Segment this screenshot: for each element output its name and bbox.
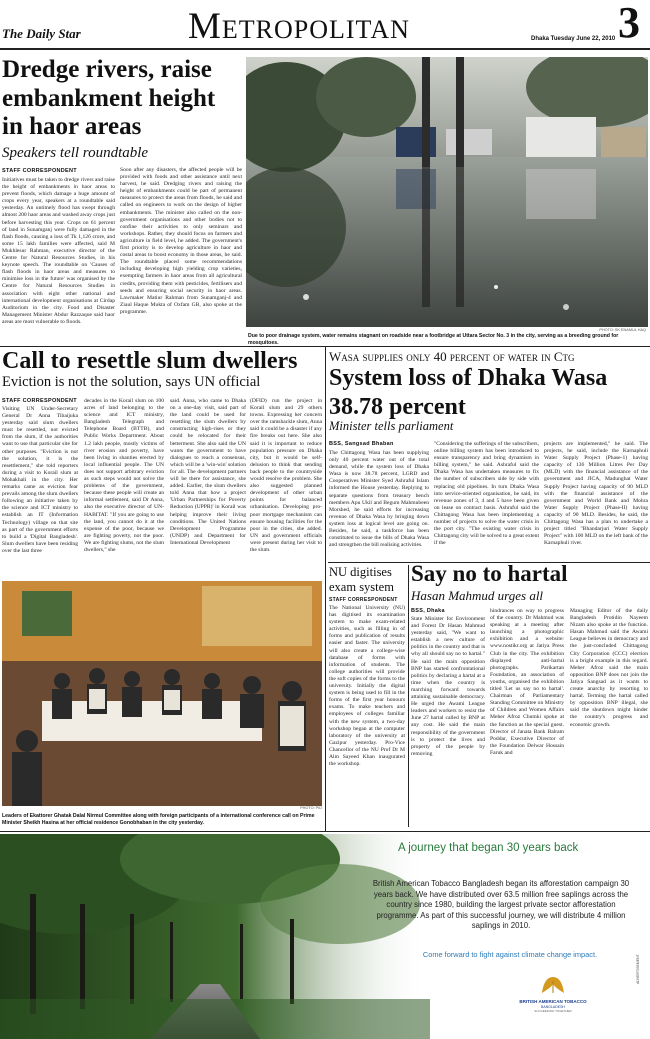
story2-caption: Leaders of Ekattorer Ghatak Dalal Nirmul Committee along with foreign participants of a international conference call on Prime Minister Sheikh Hasina at her official residence Gonobhaban in the city yesterday. <box>2 813 315 826</box>
story1-col2: Soon after any disasters, the affected people will be provided with foods and other assistance until next harvest, he said. Dredging rivers and raising the height of embankments could be part of permanent measures to protect the areas from floods, he said and called on engineers to work on the design of higher embankments. The minister also called on the non-government organisations and other bodies not to confine their activities to only seminars and workshops. Rather, they should focus on farmers and agriculture in field level, he added. The government's first priority is to develop agriculture in haor and costal areas to boost economy in those areas, he said. The roundtable placed some recommendations including developing high yielding crop varieties, exempting farmers in haor areas from all agricultural credits, providing them with pesticides, fertilisers and seeds and ensuring social security in haor areas. Lawmaker Matiur Rahman from Sunamganj-4 and Ziaul Haque Mukta of Oxfam GB, also spoke at the programme. <box>120 167 242 315</box>
story2-col4: (DFID) run the project in Korail slum and 29 others towns. Expressing her concern over the ramshackle slum, Anna said it could be a disaster if any fire breaks out here. She also said it is important to reduce population pressure on Dhaka city, but it would be self-delusion to think that sending back people to the countryside would resolve the problem. She also suggested planned development of other urban points for balanced urbanisation. Developing pro-poor mortgage mechanism can ensure housing facilities for the poor in the cities, she added. UN and government officials were present during her visit to the slum. <box>250 398 322 553</box>
story2-col1: Visiting UN Under-Secretary General Dr Anna Tibaijuka yesterday said slum dwellers must be resettled, not evicted from the slum, if the authorities want to use that particular site for other purposes. "Eviction is not the solution, it is the resettlement," she told reporters during a visit to Korail slum at Mohakhali in the city. Her remarks came as eviction fear prevails among the slum dwellers following an initiative taken by the science and ICT ministry to establish an IT (Information Technology) village on that site as part of the government efforts to build a 'Digital Bangladesh'. Slum dwellers have been residing over the last three <box>2 406 78 554</box>
ad-body: British American Tobacco Bangladesh began its afforestation campaign 30 years back. We have distributed over 63.5 million free saplings across the country since 1980, building the largest private sector afforestation programme. As part of this successful journey, we will distribute 4 million saplings in 2010. <box>372 879 630 930</box>
story3-headline: System loss of Dhaka Wasa 38.78 percent <box>329 365 608 420</box>
story2-col3: said. Anna, who came to Dhaka on a one-day visit, said part of the land could be used for resettling the slum dwellers by constructing high-rises or they could be relocated for their betterment. She also said the UN wants the government to have dialogues to reach a consensus, which will be a 'win-win' solution for all. The development partners will be there for assistance, she added. Earlier, the slum dwellers told Anna that how a project 'Urban Partnerships for Poverty Reduction (UPPR)' in Korail was helping improve their living conditions. The United Nations Development Programme (UNDP) and Department for International Development <box>170 398 246 546</box>
story2-subhead: Eviction is not the solution, says UN official <box>2 374 261 390</box>
story2-col2: decades in the Korail slum on 100 acres of land belonging to the science and ICT ministry, Bangladesh Telegraph and Telephone Board (BTTB), and Public Works Department. About 1.2 lakh people, mostly victims of river erosion and poverty, have been living in shanties erected by local influential people. The UN does not support arbitrary eviction as such steps would not solve the problems of the government, because these people will create an informal settlement, said Dr Anna, also the executive director of UN-HABITAT. "If you are going to use the land, you cannot do it at the expense of the poor, because we are fighting poverty, not the poor. We are fighting slums, not the slum dwellers," she <box>84 398 164 553</box>
bat-leaf-icon <box>540 975 566 995</box>
bat-tagline: SUCCEEDING TOGETHER <box>534 1008 572 1013</box>
ad-tagline: Come forward to fight against climate change impact. <box>422 950 598 959</box>
story3-kicker: Wasa supplies only 40 percent of water in Ctg <box>329 349 575 364</box>
page-number: 3 <box>618 0 640 47</box>
story3-byline: BSS, Sangsad Bhaban <box>329 441 394 447</box>
flooded-road-image <box>246 57 648 327</box>
story1-col1: Initiatives must be taken to dredge rivers and raise the height of embankments in haor areas to prevent floods, which damage a huge amount of crops every year, speakers at a roundtable said yesterday. An untimely flood has swept through almost 200 haor areas and washed away crops just before harvesting this year. Crops on 61 percent of land in Sunamganj were fully damaged in the flash floods, causing a loss of Tk 1,126 crore, and some 15 lakh families were affected, said M Mukhlesur Rahman, executive director of the Centre for Natural Resources Studies, in his keynote speech. The roundtable on 'Causes of flash floods in haor areas and measures to minimise loss in the future' was organised by the Centre for Natural Resources Studies in association with eight other national and international development organisations at Cirdap Auditorium in the city. Food and Disaster Management Minister Abdur Razzaque said haor areas are most vulnerable to floods. <box>2 177 115 325</box>
ad-headline: A journey that began 30 years back <box>398 842 579 854</box>
story5-col1: State Minister for Environment and Forest Dr Hasan Mahmud yesterday said, "We want to establish a new culture of politics in the country and that is why all should say no to hartal." He said the main opposition BNP has started confrontational politics by declaring a hartal at a time when the country is marching forward towards attaining sustainable democracy. He urged the Awami League leaders and workers to resist the June 27 hartal called by BNP at any cost. He said the main responsibility of the government is to protect the lives and property of the people by removing <box>411 616 485 757</box>
bat-logo <box>513 975 593 1033</box>
bat-brand: BRITISH AMERICAN TOBACCO <box>519 999 587 1004</box>
story1-photo-credit: PHOTO: SK ENAMUL HAQ <box>599 328 646 332</box>
story3-col1: The Chittagong Wasa has been supplying only 40 percent water out of the total demand, while the system loss of Dhaka Wasa is now 38.78 percent, LGRD and Cooperatives Minister Syed Ashraful Islam informed the House yesterday. Replying to separate questions from treasury bench members Apu Ukil and Begum Mahmubeen Morshed, he said efforts for increasing revenue of Dhaka Wasa by bringing down system loss at logical level are going on. Besides, he said, a taskforce has been constituted to issue the bills of Dhaka Wasa and strengthen the bill realising activities. <box>329 450 429 549</box>
story5-col2: hindrances on way to progress of the country. Dr Mahmud was speaking at a meeting after launching a photographic exhibition and a website: www.nostikr.org at Jatiya Press Club in the city. The exhibition displayed anti-hartal photographs. Parikartan Foundation, an association of youths, organised the exhibition titled 'Let us say no to hartal'. Chairman of Parliamentary Standing Committee on Ministry of Children and Women Affairs Meher Afroz Chumki spoke at the function as the special guest. Director of Janata Bank Balram Poddar, Executive Director of the Foundation Delwar Hossain Faruk and <box>490 608 564 756</box>
story2-headline: Call to resettle slum dwellers <box>2 348 298 374</box>
story2-byline: STAFF CORRESPONDENT <box>2 398 77 404</box>
story4-byline: STAFF CORRESPONDENT <box>329 597 398 603</box>
story3-subhead: Minister tells parliament <box>329 419 454 433</box>
tree-avenue-image <box>0 834 430 1039</box>
story1-byline: STAFF CORRESPONDENT <box>2 168 77 174</box>
advertisement <box>0 834 650 1039</box>
story4-headline: NU digitises exam system <box>329 565 394 594</box>
section-title: Metropolitan <box>188 6 410 47</box>
story5-col3: Managing Editor of the daily Bangladesh Protidin Nayeem Nizam also spoke at the function. Hasan Mahmud said the Awami League believes in democracy and the just-concluded Chittagong City Corporation (CCC) election is a bright example in this regard. Meher Afroz said the main opposition BNP does not join the Jatiya Sangsad as it wants to create anarchy by resorting to hartal. Terming the hartal called by opposition BNP illegal, she said the shutdown might hinder the country's progress and economic growth. <box>570 608 648 728</box>
story4-body: The National University (NU) has digitised its examination system to make exam-related activities, such as filling in of forms and publication of results easier and faster. The university will also create a college-wise database of forms with information of students. The college authorities will provide the soft copies of the forms to the university. Initially the digital system is being used to fill in the forms of the first year honours exams. To make teachers and employees of colleges familiar with the new system, a two-day workshop began at the computer laboratory of the university at Gazipur yesterday. Pro-Vice Chancellor of the NU Prof Dr M Alm Sayeed Khan inaugurated the workshop. <box>329 605 405 768</box>
flooded-road-photo <box>246 57 648 327</box>
story1-caption: Due to poor drainage system, water remains stagnant on roadside near a footbridge at Uttara Sector No. 3 in the city, serving as a breeding ground for mosquitoes. <box>248 333 619 346</box>
dateline: Dhaka Tuesday June 22, 2010 <box>531 36 616 42</box>
story5-byline: BSS, Dhaka <box>411 608 445 614</box>
story1-subhead: Speakers tell roundtable <box>2 145 149 161</box>
column-rule-2 <box>408 565 409 827</box>
meeting-image <box>2 581 322 806</box>
story3-col2: "Considering the sufferings of the subscribers, online billing system has been introduced to ensure transparency and bring dynamism in billing system," he said. Ashraful said the Dhaka Wasa has undertaken measures to fix the number of subscribers side by side with replacing old pipelines. In turn Dhaka Wasa into service-oriented organisation, he said, its revenue zones of 3, 4 and 5 have been given on lease on contract basis. Ashraful said the Chittagong Wasa has been implementing a number of projects to solve the water crisis in the port city. "The existing water crisis in Chittagong city will be solved to a great extent if the <box>434 441 539 547</box>
bat-brand-sub: BANGLADESH <box>541 1004 565 1009</box>
column-rule <box>325 347 326 831</box>
story5-headline: Say no to hartal <box>411 561 568 586</box>
story5-subhead: Hasan Mahmud urges all <box>411 588 544 603</box>
meeting-photo <box>2 581 322 806</box>
story2-photo-credit: PHOTO: PID <box>300 806 322 810</box>
ad-top-rule <box>0 831 650 832</box>
ad-side-label: ADVERTISEMENT <box>636 954 640 984</box>
masthead <box>0 0 650 52</box>
masthead-rule <box>0 48 650 50</box>
story3-col3: projects are implemented," he said. The projects, he said, include the Karnaphuli Water Supply Project (Phase-1) having capacity of 136 Million Litres Per Day (MLD) with the financial assistance of the government and JICA, Madunghat Water Supply Project having capacity of 90 MLD with the financial assistance of the government and World Bank and Mohra Water Supply Project (Phase-II) having capacity of 90 MLD. Besides, he said, the Chittagong Wasa has a plan to undertake a project titled "Bhandarjuri Water Supply Project" with 100 MLD on the left bank of the Karnaphuli river. <box>544 441 648 547</box>
story1-headline: Dredge rivers, raise embankment height in haor areas <box>2 56 216 140</box>
newspaper-logo: The Daily Star <box>2 26 81 41</box>
